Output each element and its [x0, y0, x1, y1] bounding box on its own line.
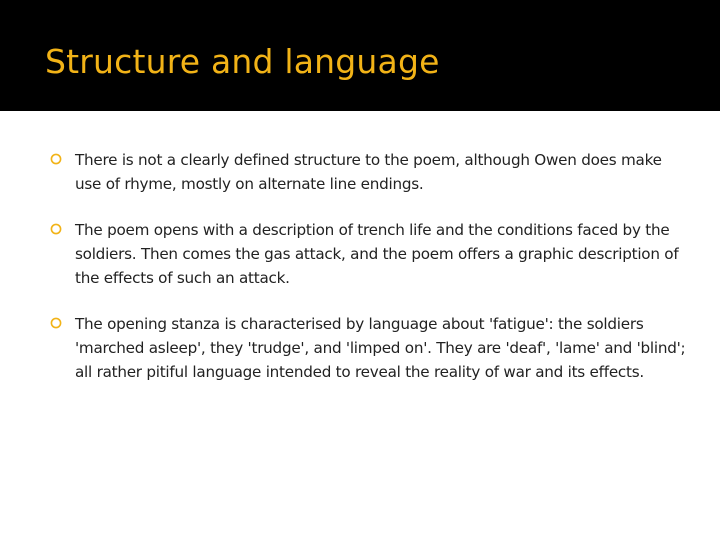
title-banner [0, 0, 720, 111]
bullet-text: There is not a clearly defined structure to the poem, although Owen does make use of rhyme, mostly on alternate line endings. [75, 151, 662, 193]
bullet-item [49, 312, 689, 384]
bullet-text: The opening stanza is characterised by language about 'fatigue': the soldiers 'marched asleep', they 'trudge', and 'limped on'. They are 'deaf', 'lame' and 'blind'; all rather pitiful language intended to reveal the reality of war and its effects. [75, 315, 686, 381]
hollow-circle-bullet-icon [50, 153, 62, 165]
hollow-circle-bullet-icon [50, 317, 62, 329]
slide-title: Structure and language [45, 42, 440, 81]
hollow-circle-bullet-icon [50, 223, 62, 235]
bullet-list [49, 148, 689, 406]
bullet-item [49, 218, 689, 290]
bullet-text: The poem opens with a description of trench life and the conditions faced by the soldiers. Then comes the gas attack, and the poem offers a graphic description of the effects of such an attack. [75, 221, 679, 287]
bullet-item [49, 148, 689, 196]
